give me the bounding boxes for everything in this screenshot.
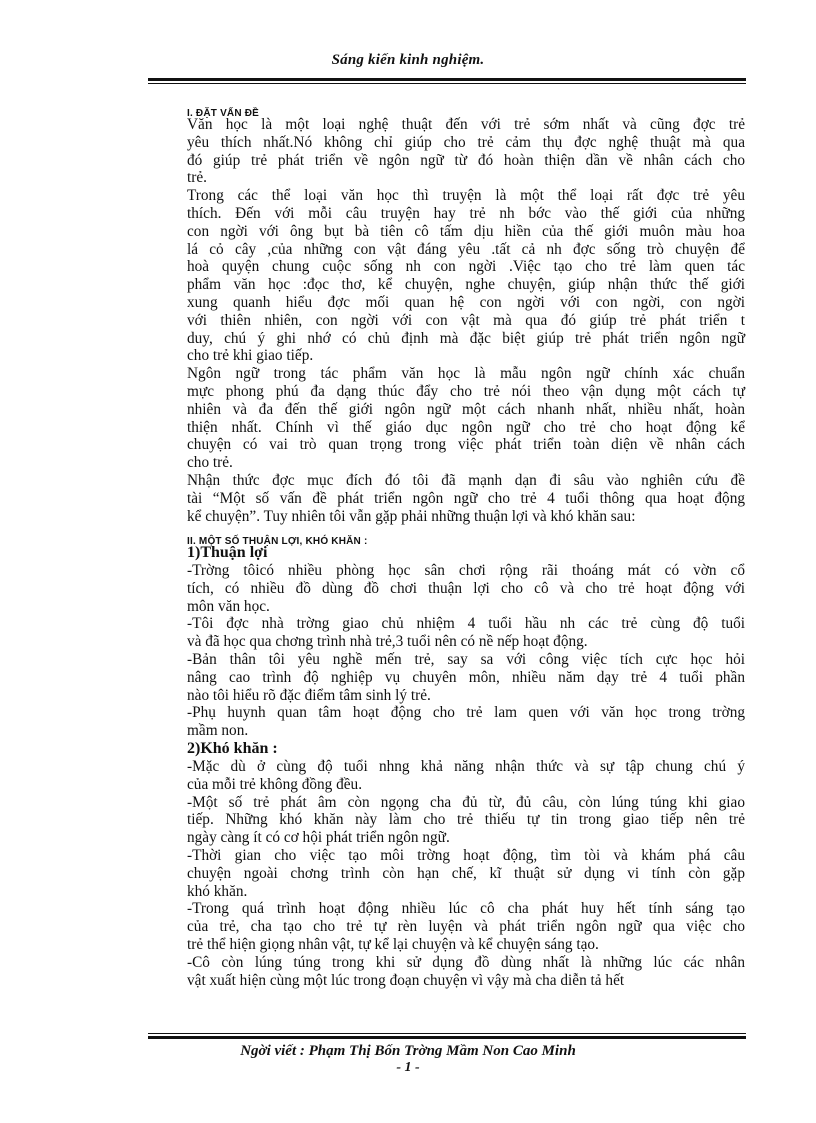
text-line: -Thời gian cho việc tạo môi trờng hoạt động, tìm tòi và khám phá câu xyxy=(187,846,745,864)
text-line: -Tôi đợc nhà trờng giao chủ nhiệm 4 tuổi hầu nh các trẻ cùng độ tuổi xyxy=(187,615,745,633)
text-line: hoà quyện chung cuộc sống nh con ngời .Việc tạo cho trẻ làm quen tác xyxy=(187,258,745,276)
text-line: -Phụ huynh quan tâm hoạt động cho trẻ lam quen với văn học trong trờng xyxy=(187,704,745,722)
text-line: Ngôn ngữ trong tác phẩm văn học là mẫu ngôn ngữ chính xác chuẩn xyxy=(187,365,745,383)
text-line: môn văn học. xyxy=(187,597,270,615)
text-line: đó giúp trẻ phát triển về ngôn ngữ từ đó hoàn thiện dần về nhân cách cho xyxy=(187,151,745,169)
text-line: nâng cao trình độ nghiệp vụ chuyên môn, nhiều năm dạy trẻ 4 tuổi phần xyxy=(187,668,745,686)
text-line: thiện nhất. Chính vì thế giáo dục ngôn ngữ cho trẻ cho hoạt động kể xyxy=(187,418,745,436)
text-line: tài “Một số vấn đề phát triển ngôn ngữ cho trẻ 4 tuổi thông qua hoạt động xyxy=(187,489,745,507)
footer-rule-thin xyxy=(148,1033,746,1034)
difficulties-body xyxy=(187,758,745,989)
text-line: xung quanh hiểu đợc mối quan hệ con ngời với con ngời, con ngời xyxy=(187,293,745,311)
text-line: duy, chú ý ghi nhớ có chủ định mà đặc biệt giúp trẻ phát triển ngôn ngữ xyxy=(187,329,745,347)
text-line: cho trẻ khi giao tiếp. xyxy=(187,347,314,365)
text-line: và đã học qua chơng trình nhà trẻ,3 tuổi nên có nề nếp hoạt động. xyxy=(187,633,588,651)
text-line: Trong các thể loại văn học thì truyện là một thể loại rất đợc trẻ yêu xyxy=(187,187,745,205)
text-line: mầm non. xyxy=(187,722,249,740)
text-line: chuyện ngoài chơng trình còn hạn chế, kĩ thuật sử dụng vi tính còn gặp xyxy=(187,864,745,882)
text-line: phẩm văn học :đọc thơ, kể chuyện, nghe chuyện, giúp nhận thức thế giới xyxy=(187,276,745,294)
text-line: khó khăn. xyxy=(187,882,248,900)
text-line: nhiên và đa đến thế giới ngôn ngữ một cách nhanh nhất, nhiều nhất, hoàn xyxy=(187,400,745,418)
page-header-title: Sáng kiến kinh nghiệm. xyxy=(331,52,485,68)
text-line: yêu thích nhất.Nó không chỉ giúp cho trẻ cảm thụ đợc nghệ thuật mà qua xyxy=(187,133,745,151)
text-line: chuyện có vai trò quan trọng trong việc phát triển toàn diện về nhân cách xyxy=(187,436,745,454)
section-heading-2: II. MỘT SỐ THUẬN LỢI, KHÓ KHĂN : xyxy=(187,536,368,547)
header-rule-thin xyxy=(148,83,746,84)
text-line: mực phong phú đa dạng thúc đẩy cho trẻ nói theo vận dụng một cách tự xyxy=(187,382,745,400)
subheading-difficulties: 2)Khó khăn : xyxy=(187,739,278,757)
header-rule-thick xyxy=(148,78,746,81)
text-line: Nhận thức đợc mục đích đó tôi đã mạnh dạn đi sâu vào nghiên cứu đề xyxy=(187,471,745,489)
text-line: trẻ. xyxy=(187,169,207,187)
page-number: - 1 - xyxy=(396,1060,420,1075)
text-line: nào tôi hiểu rõ đặc điểm tâm sinh lý trẻ. xyxy=(187,686,431,704)
text-line: Văn học là một loại nghệ thuật đến với trẻ sớm nhất và cũng đợc trẻ xyxy=(187,116,745,133)
text-line: ngày càng ít có cơ hội phát triển ngôn ngữ. xyxy=(187,829,450,847)
text-line: tích, có nhiều đồ dùng đồ chơi thuận lợi cho cô và cho trẻ hoạt động với xyxy=(187,579,745,597)
text-line: cho trẻ. xyxy=(187,454,233,472)
text-line: trẻ thể hiện giọng nhân vật, tự kể lại chuyện và kể chuyện sáng tạo. xyxy=(187,935,599,953)
advantages-section xyxy=(187,544,745,989)
text-line: kể chuyện”. Tuy nhiên tôi vẫn gặp phải những thuận lợi và khó khăn sau: xyxy=(187,507,636,525)
footer-author: Ngời viết : Phạm Thị Bốn Trờng Mầm Non Cao Minh xyxy=(240,1043,576,1059)
subheading-advantages: 1)Thuận lợi xyxy=(187,544,268,561)
text-line: của trẻ, cha tạo cho trẻ tự rèn luyện và phát triển ngôn ngữ qua việc cho xyxy=(187,918,745,936)
text-line: -Bản thân tôi yêu nghề mến trẻ, say sa với công việc tích cực học hỏi xyxy=(187,650,745,668)
text-line: -Trờng tôicó nhiều phòng học sân chơi rộng rãi thoáng mát có vờn cổ xyxy=(187,562,745,579)
text-line: tiếp. Những khó khăn này làm cho trẻ thiếu tự tin trong giao tiếp nên trẻ xyxy=(187,811,745,829)
text-line: -Trong quá trình hoạt động nhiều lúc cô cha phát huy hết tính sáng tạo xyxy=(187,900,745,918)
advantages-body xyxy=(187,562,745,740)
text-line: -Một số trẻ phát âm còn ngọng cha đủ từ, đủ câu, còn lúng túng khi giao xyxy=(187,793,745,811)
footer-rule-thick xyxy=(148,1036,746,1039)
text-line: con ngời với ông bụt bà tiên cô tấm dịu hiền của thế giới muôn màu hoa xyxy=(187,222,745,240)
text-line: -Cô còn lúng túng trong khi sử dụng đồ dùng nhất là những lúc các nhân xyxy=(187,953,745,971)
text-line: vật xuất hiện cùng một lúc trong đoạn chuyện vì vậy mà cha diễn tả hết xyxy=(187,971,625,989)
text-line: với thiên nhiên, con ngời với con vật mà qua đó giúp trẻ phát triển t xyxy=(187,311,745,329)
text-line: của mỗi trẻ không đồng đều. xyxy=(187,775,363,793)
text-line: thích. Đến với mỗi câu truyện hay trẻ nh bớc vào thế giới của những xyxy=(187,204,745,222)
section-heading-1: I. ĐẶT VẤN ĐỀ xyxy=(187,108,260,119)
text-line: lá cỏ cây ,của những con vật đáng yêu .tất cả nh đợc sống trò chuyện để xyxy=(187,240,745,258)
text-line: -Mặc dù ở cùng độ tuổi nhng khả năng nhận thức và sự tập chung chú ý xyxy=(187,757,745,775)
section-1-body xyxy=(187,116,745,525)
